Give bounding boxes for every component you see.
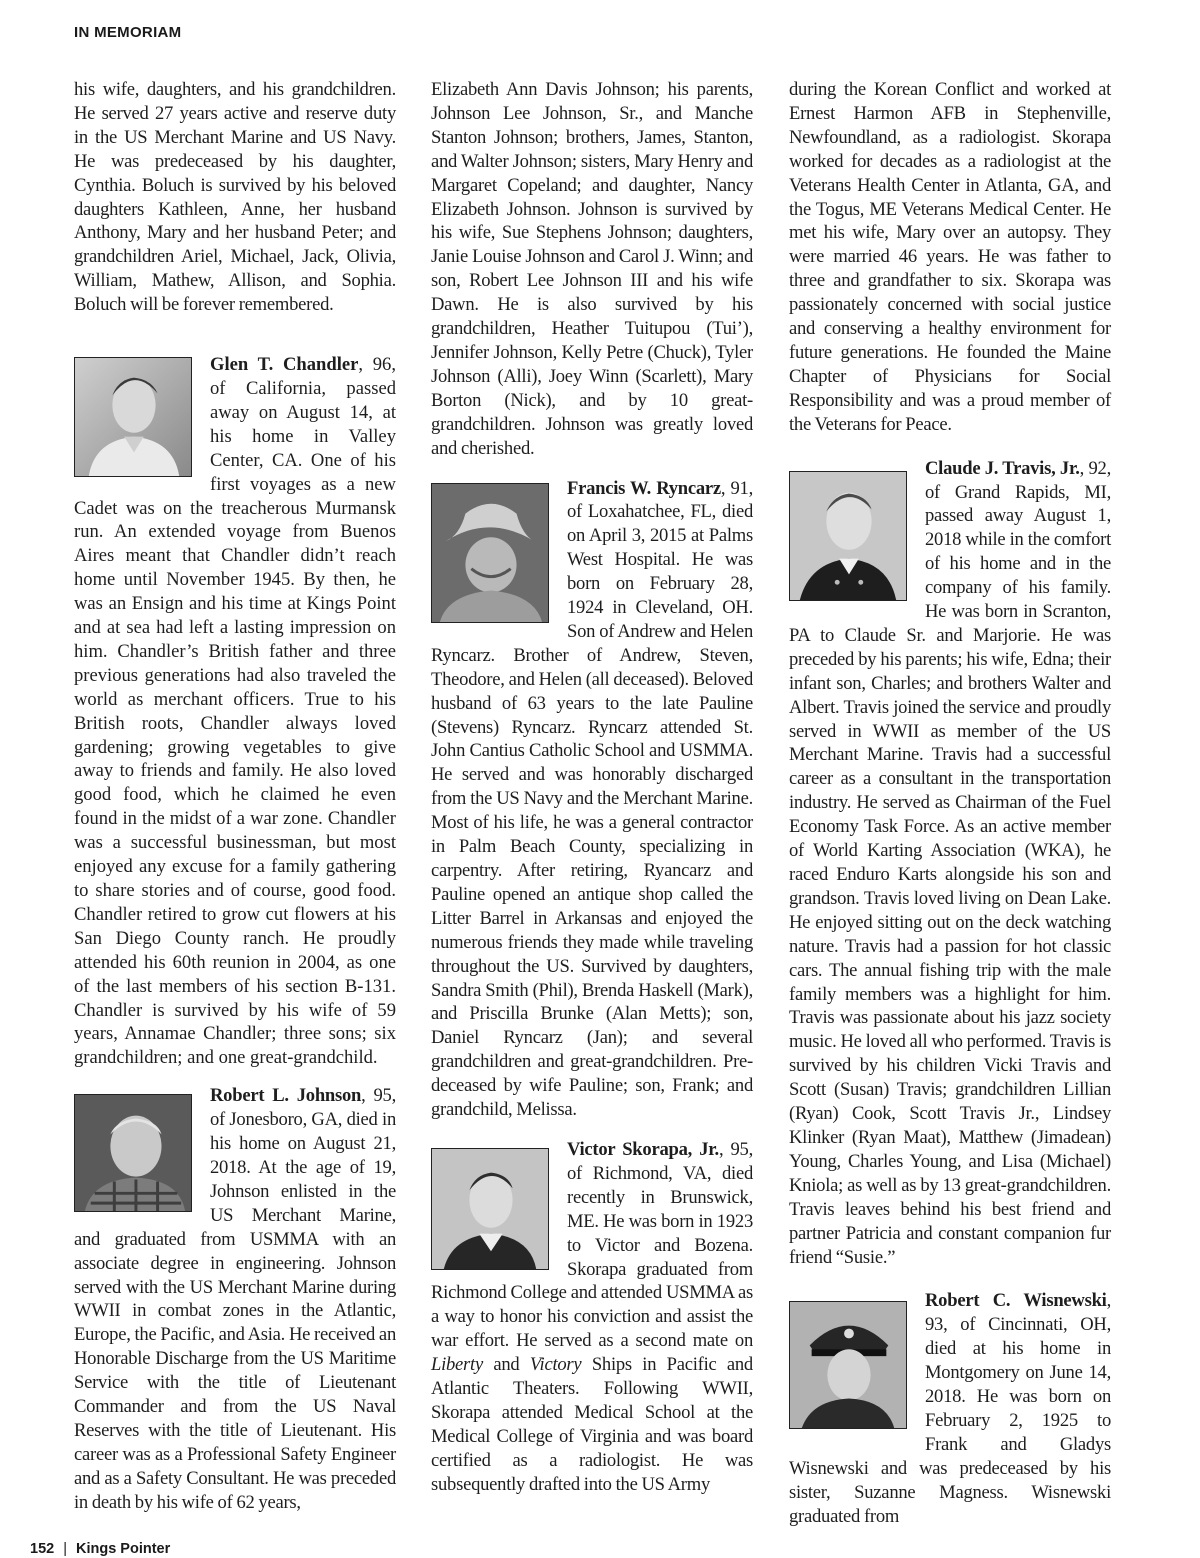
obituary-wisnewski: Robert C. Wisnewski, 93, of Cincinnati, OH, died at his home in Montgomery on June 14, 2018. He was born on February 2, 1925 to Frank and Gladys Wisnewski and was predeceased by his sister, Suzanne Magness. Wisnewski graduated from — [789, 1290, 1111, 1527]
obituary-skorapa-continued: during the Korean Conflict and worked at Ernest Harmon AFB in Stephenville, Newfoundland, as a radiologist. Skorapa worked for decades as a radiologist at the Veterans Health Center in Atlanta, GA, and the Togus, ME Veterans Medical Center. He met his wife, Mary over an autopsy. They were married 46 years. He was father to three and grandfather to six. Skorapa was passionately concerned with social justice and conserving a healthy environment for future generations. He founded the Maine Chapter of Physicians for Social Responsibility and was a proud member of the Veterans for Peace. — [789, 79, 1111, 435]
name-ryncarz: Francis W. Ryncarz — [567, 477, 721, 499]
publication-name: Kings Pointer — [75, 1541, 171, 1557]
obituary-ryncarz: Francis W. Ryncarz, 91, of Loxahatchee, FL, died on April 3, 2015 at Palms West Hospital. He was born on February 28, 1924 in Cleveland, OH. Son of Andrew and Helen Ryncarz. Brother of Andrew, Steven, Theodore, and Helen (all deceased). Beloved husband of 63 years to the late Pauline (Stevens) Ryncarz. Ryncarz attended St. John Cantius Catholic School and USMMA. He served and was honorably discharged from the US Navy and the Merchant Marine. Most of his life, he was a general contractor in Palm Beach County, specializing in carpentry. After retiring, Ryancarz and Pauline opened an antique shop called the Litter Barrel in Arkansas and enjoyed the numerous friends they made while traveling throughout the US. Survived by daughters, Sandra Smith (Phil), Brenda Haskell (Mark), and Priscilla Brunke (Alan Metts); son, Daniel Ryncarz (Jan); and several grandchildren and great-grandchildren. Pre-deceased by wife Pauline; son, Frank; and grandchild, Melissa. — [431, 477, 753, 1121]
column-1 — [74, 78, 396, 1515]
column-2 — [431, 78, 753, 1497]
obituary-johnson: Robert L. Johnson, 95, of Jonesboro, GA, died in his home on August 21, 2018. At the age of 19, Johnson enlisted in the US Merchant Marine, and graduated from USMMA with an associate degree in engineering. Johnson served with the US Merchant Marine during WWII in combat zones in the Atlantic, Europe, the Pacific, and Asia. He received an Honorable Discharge from the US Maritime Service with the title of Lieutenant Commander and from the US Naval Reserves with the title of Lieutenant. His career was as a Professional Safety Engineer and as a Safety Consultant. He was preceded in death by his wife of 62 years, — [74, 1085, 396, 1513]
portrait-ryncarz — [431, 483, 549, 623]
obituary-boluch-continued: his wife, daughters, and his grandchildren. He served 27 years active and reserve duty in the US Merchant Marine and US Navy. He was predeceased by his daughter, Cynthia. Boluch is survived by his beloved daughters Kathleen, Anne, her husband Anthony, Mary and her husband Peter; and grandchildren Ariel, Michael, Jack, Olivia, William, Mathew, Allison, and Sophia. Boluch will be forever remembered. — [74, 79, 396, 316]
name-wisnewski: Robert C. Wisnewski — [925, 1290, 1107, 1312]
obituary-travis: Claude J. Travis, Jr., 92, of Grand Rapids, MI, passed away August 1, 2018 while in the comfort of his home and in the company of his family. He was born in Scranton, PA to Claude Sr. and Marjorie. He was preceded by his parents; his wife, Edna; their infant son, Charles; and brothers Walter and Albert. Travis joined the service and proudly served in WWII as member of the US Merchant Marine. Travis had a successful career as a consultant in the transportation industry. He served as Chairman of the Fuel Economy Task Force. As an active member of World Karting Association (WKA), he raced Enduro Karts alongside his son and grandson. Travis loved living on Dean Lake. He enjoyed sitting out on the deck watching nature. Travis had a passion for hot classic cars. The annual fishing trip with the male family members was a highlight for him. Travis was passionate about his jazz society music. He loved all who performed. Travis is survived by his children Vicki Travis and Scott (Susan) Travis; grandchildren Lillian (Ryan) Cook, Scott Travis Jr., Lindsey Klinker (Ryan Maat), Matthew (Jimadean) Young, Charles Young, and Lisa (Michael) Kniola; as well as by 13 great-grandchildren. Travis leaves behind his best friend and partner Patricia and constant companion fur friend “Susie.” — [789, 457, 1111, 1268]
obituary-johnson-continued: Elizabeth Ann Davis Johnson; his parents, Johnson Lee Johnson, Sr., and Manche Stanton Johnson; brothers, James, Stanton, and Walter Johnson; sisters, Mary Henry and Margaret Copeland; and daughter, Nancy Elizabeth Johnson. Johnson is survived by his wife, Sue Stephens Johnson; daughters, Janie Louise Johnson and Carol J. Winn; and son, Robert Lee Johnson III and his wife Dawn. He is also survived by his grandchildren, Heather Tuitupou (Tui’), Jennifer Johnson, Kelly Petre (Chuck), Tyler Johnson (Alli), Joey Winn (Scarlett), Mary Borton (Nick), and by 10 great-grandchildren. Johnson was greatly loved and cherished. — [431, 79, 753, 459]
name-skorapa: Victor Skorapa, Jr. — [567, 1138, 719, 1160]
page-footer — [30, 1541, 170, 1557]
portrait-wisnewski — [789, 1301, 907, 1429]
obituary-chandler: Glen T. Chandler, 96, of California, passed away on August 14, at his home in Valley Center, CA. One of his first voyages as a new Cadet was on the treacherous Murmansk run. An extended voyage from Buenos Aires meant that Chandler didn’t reach home until November 1945. By then, he was an Ensign and his time at Kings Point and at sea had left a lasting impression on him. Chandler’s British father and three previous generations had also traveled the world as merchant officers. True to his British roots, Chandler always loved gardening; growing vegetables to give away to friends and family. He also loved good food, which he claimed he even found in the midst of a war zone. Chandler was a successful businessman, but most enjoyed any excuse for a family gathering to share stories and of course, good food. Chandler retired to grow cut flowers at his San Diego County ranch. He proudly attended his 60th reunion in 2004, as one of the last members of his section B-131. Chandler is survived by his wife of 59 years, Annamae Chandler; three sons; six grandchildren; and one great-grandchild. — [74, 354, 396, 1069]
footer-separator: | — [63, 1541, 67, 1557]
obituary-skorapa: Victor Skorapa, Jr., 95, of Richmond, VA, died recently in Brunswick, ME. He was born in 1923 to Victor and Bozena. Skorapa graduated from Richmond College and attended USMMA as a way to honor his conviction and assist the war effort. He served as a second mate on Liberty and Victory Ships in Pacific and Atlantic Theaters. Following WWII, Skorapa attended Medical School at the Medical College of Virginia and was board certified as a radiologist. He was subsequently drafted into the US Army — [431, 1138, 753, 1495]
section-header: IN MEMORIAM — [74, 24, 182, 41]
portrait-johnson — [74, 1094, 192, 1212]
portrait-travis — [789, 471, 907, 601]
portrait-skorapa — [431, 1148, 549, 1270]
portrait-chandler — [74, 357, 192, 477]
page-number: 152 — [30, 1541, 55, 1557]
name-chandler: Glen T. Chandler — [210, 354, 359, 376]
name-johnson: Robert L. Johnson — [210, 1085, 362, 1107]
name-travis: Claude J. Travis, Jr. — [925, 457, 1080, 479]
column-3 — [789, 78, 1111, 1528]
